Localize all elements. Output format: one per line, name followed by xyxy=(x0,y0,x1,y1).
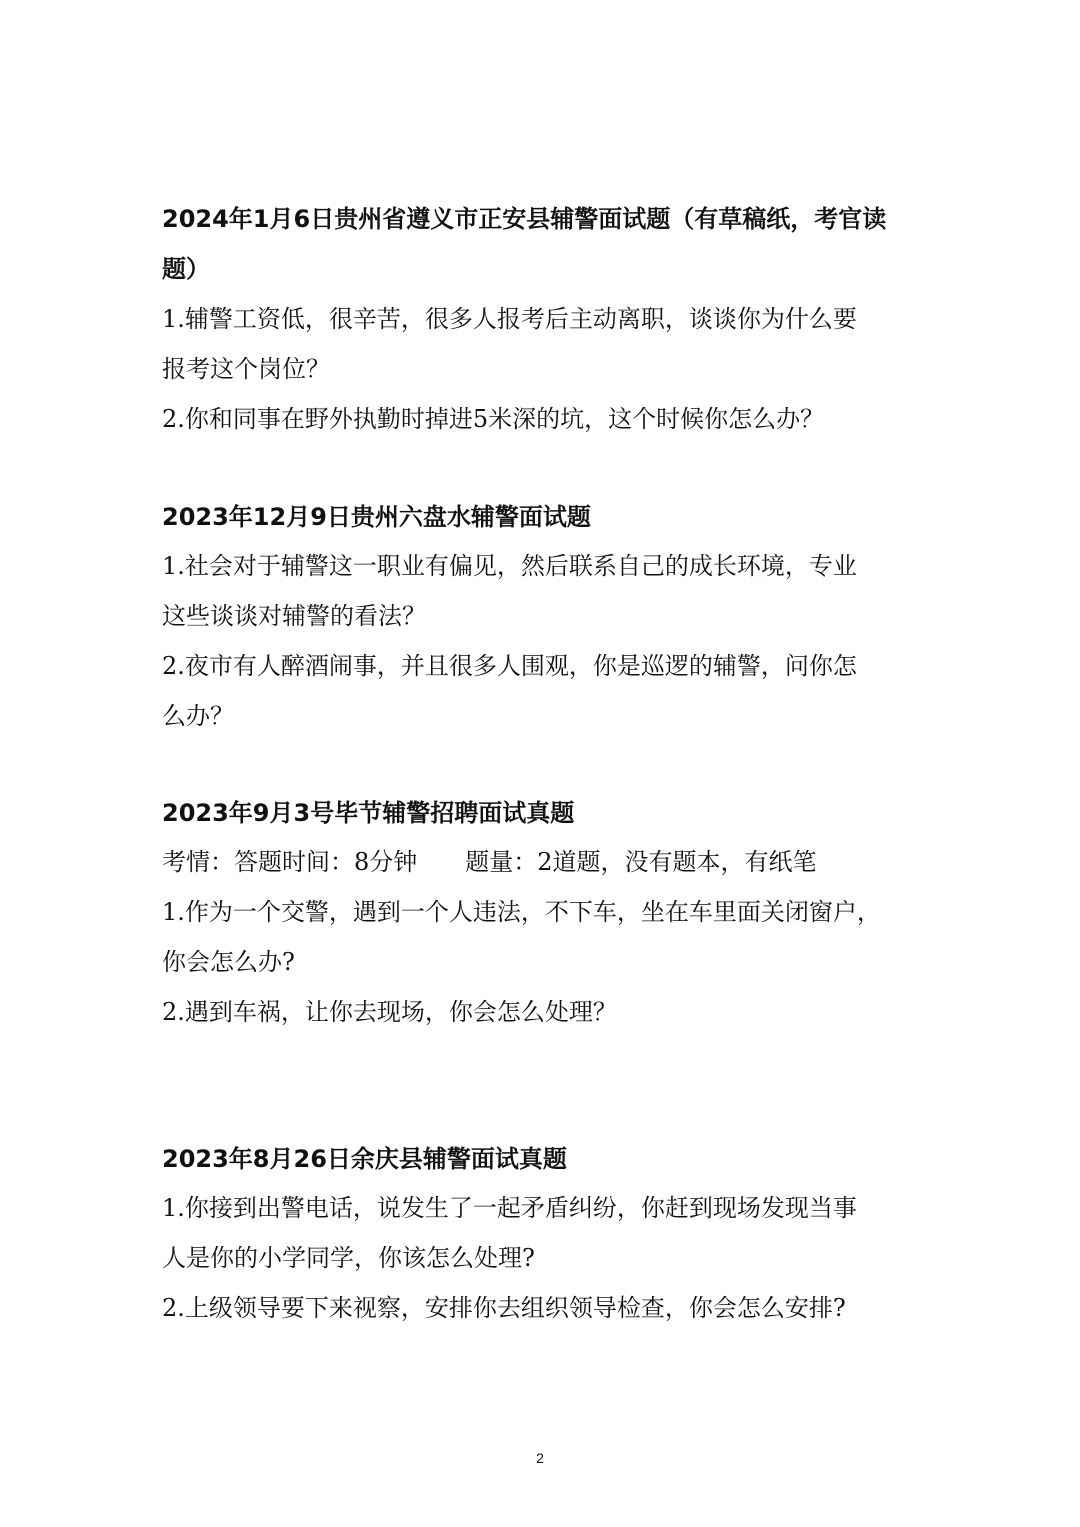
section-2-title: 2023年12月9日贵州六盘水辅警面试题 xyxy=(162,503,591,531)
section-1-title-line-2: 题） xyxy=(162,255,210,283)
section-3-question-2-line-1: 2.遇到车祸，让你去现场，你会怎么处理？ xyxy=(162,998,617,1026)
page-number: 2 xyxy=(536,1450,544,1466)
section-4-title: 2023年8月26日余庆县辅警面试真题 xyxy=(162,1145,567,1173)
section-2-question-2-line-1: 2.夜市有人醉酒闹事，并且很多人围观，你是巡逻的辅警，问你怎 xyxy=(162,652,857,680)
section-4-question-1-line-1: 1.你接到出警电话，说发生了一起矛盾纠纷，你赶到现场发现当事 xyxy=(162,1194,857,1222)
section-1-question-1-line-2: 报考这个岗位？ xyxy=(162,355,330,383)
section-3-title: 2023年9月3号毕节辅警招聘面试真题 xyxy=(162,799,575,827)
section-4-question-1-line-2: 人是你的小学同学，你该怎么处理? xyxy=(162,1244,535,1272)
section-4-question-2-line-1: 2.上级领导要下来视察，安排你去组织领导检查，你会怎么安排? xyxy=(162,1294,846,1322)
section-3-note: 考情：答题时间：8分钟 题量：2道题，没有题本，有纸笔 xyxy=(162,848,817,876)
section-1-title-line-1: 2024年1月6日贵州省遵义市正安县辅警面试题（有草稿纸，考官读 xyxy=(162,205,887,233)
section-2-question-1-line-1: 1.社会对于辅警这一职业有偏见，然后联系自己的成长环境，专业 xyxy=(162,552,857,580)
section-1-question-2-line-1: 2.你和同事在野外执勤时掉进5米深的坑，这个时候你怎么办？ xyxy=(162,405,825,433)
section-1-question-1-line-1: 1.辅警工资低，很辛苦，很多人报考后主动离职，谈谈你为什么要 xyxy=(162,305,857,333)
section-3-question-1-line-1: 1.作为一个交警，遇到一个人违法，不下车，坐在车里面关闭窗户， xyxy=(162,898,881,926)
section-2-question-1-line-2: 这些谈谈对辅警的看法？ xyxy=(162,602,426,630)
section-2-question-2-line-2: 么办？ xyxy=(162,702,234,730)
section-3-question-1-line-2: 你会怎么办? xyxy=(162,948,295,976)
